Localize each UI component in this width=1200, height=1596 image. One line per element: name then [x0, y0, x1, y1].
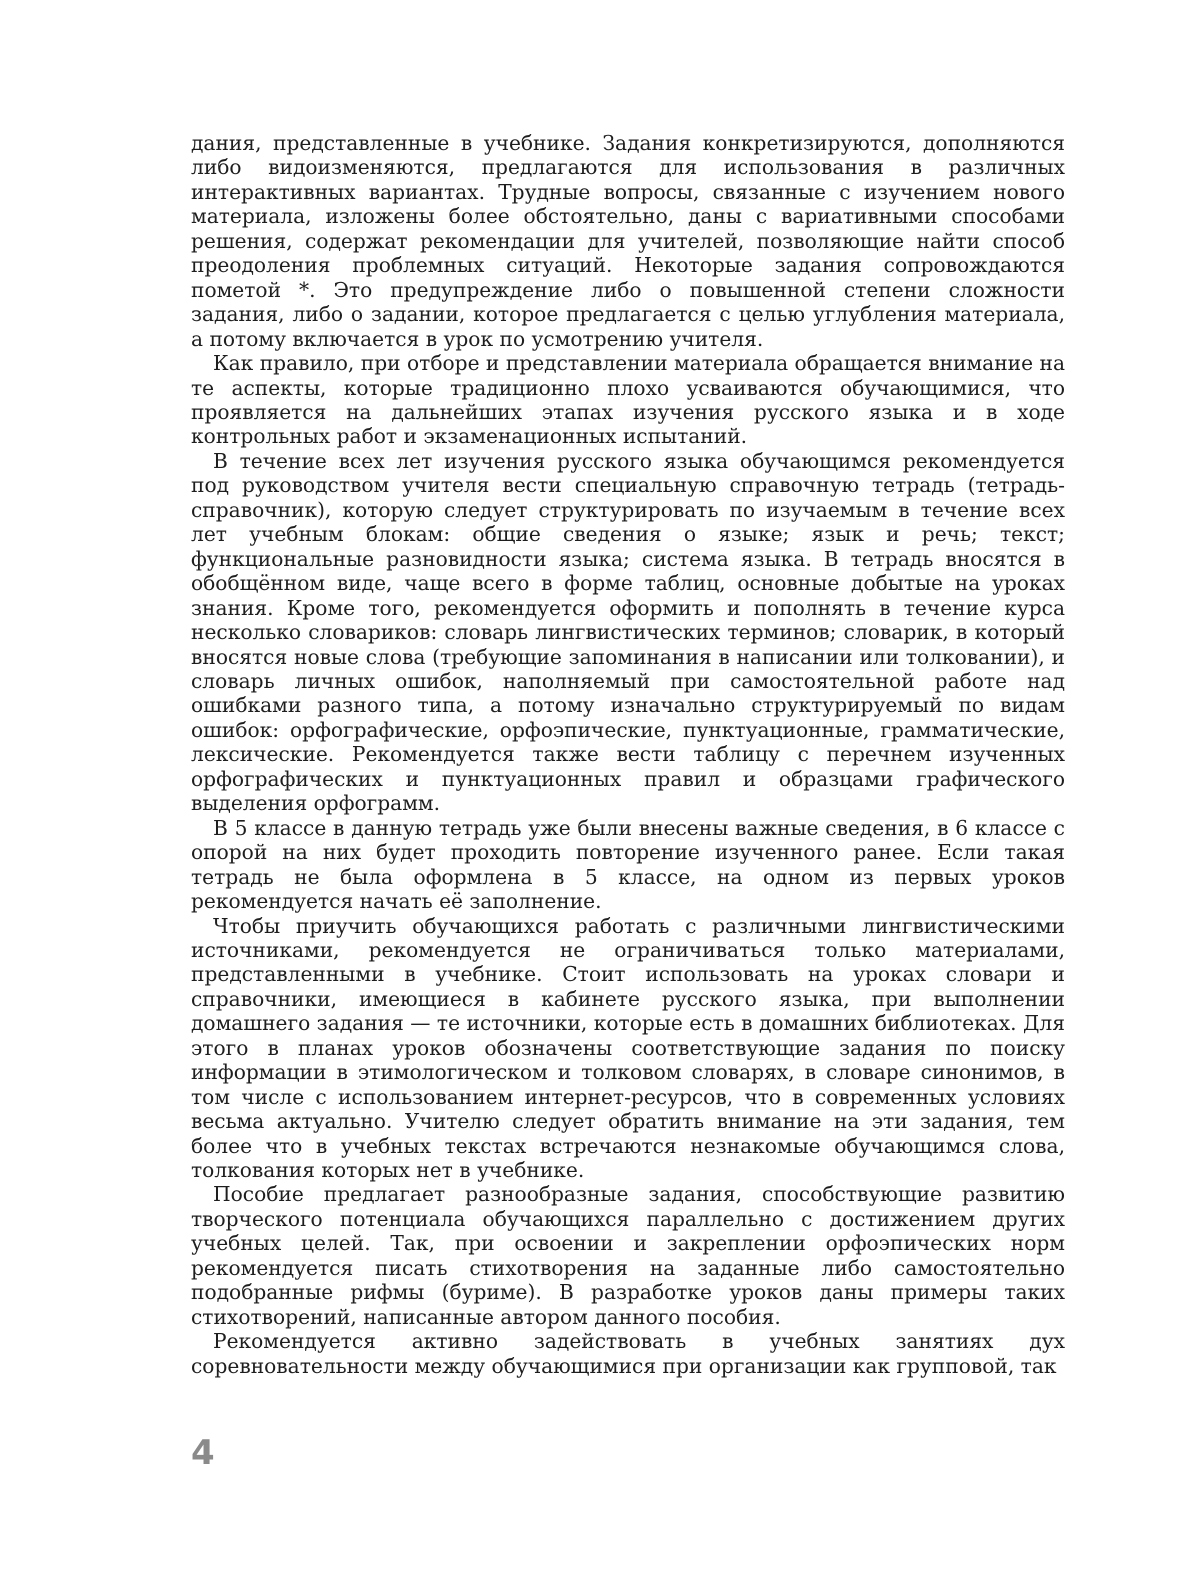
paragraph-linguistic-sources: Чтобы приучить обучающихся работать с различными лингвистическими источниками, рекомендуется не ограничиваться только материалами, представленными в учебнике. Стоит использовать на уроках словари и справочники, имеющиеся в кабинете русского языка, при выполнении домашнего задания — те источники, которые есть в домашних библиотеках. Для этого в планах уроков обозначены соответствующие задания по поиску информации в этимологическом и толковом словарях, в словаре синонимов, в том числе с использованием интернет-ресурсов, что в современных условиях весьма актуально. Учителю следует обратить внимание на эти задания, тем более что в учебных текстах встречаются незнакомые обучающимся слова, толкования которых нет в учебнике.: [191, 913, 1065, 1183]
paragraph-material-selection: Как правило, при отборе и представлении материала обращается внимание на те аспекты, которые традиционно плохо усваиваются обучающимися, что проявляется на дальнейших этапах изучения русского языка и в ходе контрольных работ и экзаменационных испытаний.: [191, 351, 1065, 449]
paragraph-reference-notebook: В течение всех лет изучения русского языка обучающимся рекомендуется под руководством учителя вести специальную справочную тетрадь (тетрадь-справочник), которую следует структурировать по изучаемым в течение всех лет учебным блокам: общие сведения о языке; язык и речь; текст; функциональные разновидности языка; система языка. В тетрадь вносятся в обобщённом виде, чаще всего в форме таблиц, основные добытые на уроках знания. Кроме того, рекомендуется оформить и пополнять в течение курса несколько словариков: словарь лингвистических терминов; словарик, в который вносятся новые слова (требующие запоминания в написании или толковании), и словарь личных ошибок, наполняемый при самостоятельной работе над ошибками разного типа, а потому изначально структурируемый по видам ошибок: орфографические, орфоэпические, пунктуационные, грамматические, лексические. Рекомендуется также вести таблицу с перечнем изученных орфографических и пунктуационных правил и образцами графического выделения орфограмм.: [191, 448, 1065, 816]
paragraph-continuation: дания, представленные в учебнике. Задания конкретизируются, дополняются либо видоизменяются, предлагаются для использования в различных интерактивных вариантах. Трудные вопросы, связанные с изучением нового материала, изложены более обстоятельно, даны с вариативными способами решения, содержат рекомендации для учителей, позволяющие найти способ преодоления проблемных ситуаций. Некоторые задания сопровождаются пометой *. Это предупреждение либо о повышенной степени сложности задания, либо о задании, которое предлагается с целью углубления материала, а потому включается в урок по усмотрению учителя.: [191, 131, 1065, 351]
paragraph-creative-tasks: Пособие предлагает разнообразные задания, способствующие развитию творческого потенциала обучающихся параллельно с достижением других учебных целей. Так, при освоении и закреплении орфоэпических норм рекомендуется писать стихотворения на заданные либо самостоятельно подобранные рифмы (буриме). В разработке уроков даны примеры таких стихотворений, написанные автором данного пособия.: [191, 1182, 1065, 1329]
paragraph-competition: Рекомендуется активно задействовать в учебных занятиях дух соревновательности между обучающимися при организации как групповой, так: [191, 1329, 1065, 1378]
body-text: [191, 131, 1065, 1378]
page-number: 4: [191, 1433, 215, 1473]
paragraph-grade-5-notebook: В 5 классе в данную тетрадь уже были внесены важные сведения, в 6 классе с опорой на них будет проходить повторение изученного ранее. Если такая тетрадь не была оформлена в 5 классе, на одном из первых уроков рекомендуется начать её заполнение.: [191, 815, 1065, 914]
